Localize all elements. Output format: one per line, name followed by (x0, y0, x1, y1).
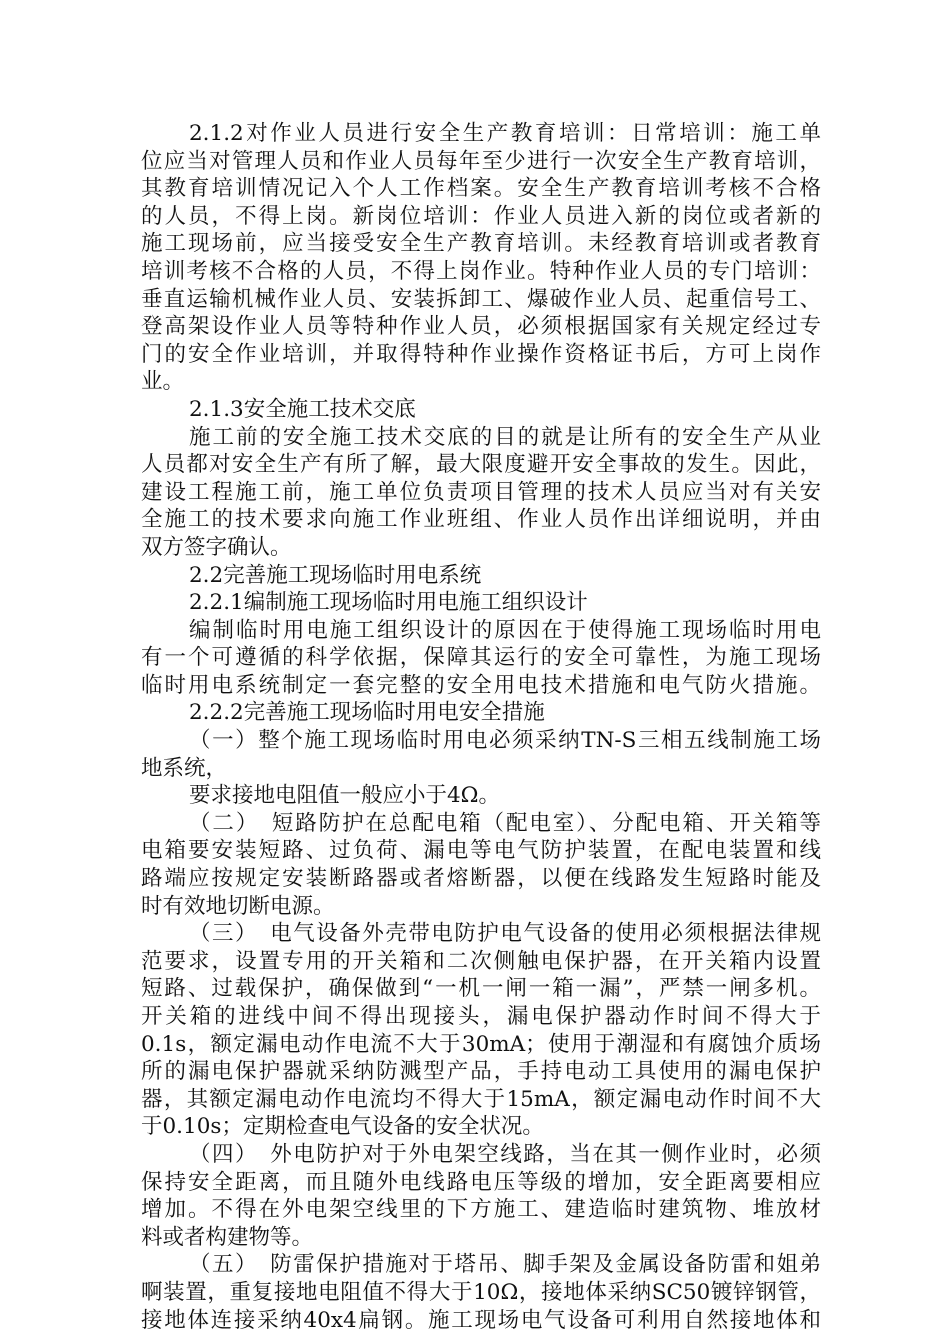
text-line: 垂直运输机械作业人员、安装拆卸工、爆破作业人员、起重信号工、 (141, 286, 821, 312)
text-line: 时有效地切断电源。 (141, 893, 335, 919)
text-line: 地系统， (141, 755, 228, 781)
document-body (141, 120, 821, 1334)
text-line: 临时用电系统制定一套完整的安全用电技术措施和电气防火措施。 (141, 672, 821, 698)
text-line: 业。 (141, 369, 185, 395)
text-line: 于0.10s；定期检查电气设备的安全状况。 (141, 1114, 544, 1140)
text-line: 要求接地电阻值一般应小于4Ω。 (189, 783, 501, 809)
text-line: 位应当对管理人员和作业人员每年至少进行一次安全生产教育培训， (141, 148, 821, 174)
text-line: 施工前的安全施工技术交底的目的就是让所有的安全生产从业 (189, 424, 821, 450)
text-line: 器，其额定漏电动作电流均不得大于15mA，额定漏电动作时间不大 (141, 1086, 821, 1112)
text-line: （二） 短路防护在总配电箱（配电室）、分配电箱、开关箱等 (189, 810, 821, 836)
text-line: 电箱要安装短路、过负荷、漏电等电气防护装置，在配电装置和线 (141, 838, 821, 864)
text-line: 路端应按规定安装断路器或者熔断器，以便在线路发生短路时能及 (141, 866, 821, 892)
text-line: 范要求，设置专用的开关箱和二次侧触电保护器，在开关箱内设置 (141, 948, 821, 974)
text-line: 2.2完善施工现场临时用电系统 (189, 562, 482, 588)
text-line: 增加。不得在外电架空线里的下方施工、建造临时建筑物、堆放材 (141, 1197, 821, 1223)
text-line: 接地体连接采纳40x4扁钢。施工现场电气设备可利用自然接地体和 (141, 1307, 821, 1333)
text-line: 有一个可遵循的科学依据，保障其运行的安全可靠性，为施工现场 (141, 645, 821, 671)
text-line: 建设工程施工前，施工单位负责项目管理的技术人员应当对有关安 (141, 479, 821, 505)
text-line: （五） 防雷保护措施对于塔吊、脚手架及金属设备防雷和姐弟 (189, 1252, 821, 1278)
text-line: 0.1s，额定漏电动作电流不大于30mA；使用于潮湿和有腐蚀介质场 (141, 1031, 821, 1057)
text-line: 全施工的技术要求向施工作业班组、作业人员作出详细说明，并由 (141, 507, 821, 533)
text-line: 培训考核不合格的人员，不得上岗作业。特种作业人员的专门培训： (141, 258, 821, 284)
text-line: 短路、过载保护，确保做到“一机一闸一箱一漏”，严禁一闸多机。 (141, 976, 821, 1002)
text-line: 2.1.3安全施工技术交底 (189, 396, 416, 422)
text-line: 2.2.2完善施工现场临时用电安全措施 (189, 700, 545, 726)
text-line: 料或者构建物等。 (141, 1224, 314, 1250)
text-line: 开关箱的进线中间不得出现接头，漏电保护器动作时间不得大于 (141, 1004, 821, 1029)
text-line: 编制临时用电施工组织设计的原因在于使得施工现场临时用电 (189, 617, 821, 643)
text-line: 的人员，不得上岗。新岗位培训：作业人员进入新的岗位或者新的 (141, 203, 821, 229)
text-line: 双方签字确认。 (141, 534, 292, 560)
text-line: 其教育培训情况记入个人工作档案。安全生产教育培训考核不合格 (141, 176, 821, 202)
text-line: 保持安全距离，而且随外电线路电压等级的增加，安全距离要相应 (141, 1169, 821, 1195)
text-line: （四） 外电防护对于外电架空线路，当在其一侧作业时，必须 (189, 1141, 821, 1167)
text-line: （三） 电气设备外壳带电防护电气设备的使用必须根据法律规 (189, 921, 821, 947)
text-line: 啊装置，重复接地电阻值不得大于10Ω，接地体采纳SC50镀锌钢管， (141, 1279, 821, 1305)
text-line: （一）整个施工现场临时用电必须采纳TN-S三相五线制施工场 (189, 728, 821, 754)
text-line: 2.1.2对作业人员进行安全生产教育培训：日常培训：施工单 (189, 121, 821, 146)
text-line: 所的漏电保护器就采纳防溅型产品，手持电动工具使用的漏电保护 (141, 1059, 821, 1085)
text-line: 门的安全作业培训，并取得特种作业操作资格证书后，方可上岗作 (141, 341, 821, 367)
text-line: 2.2.1编制施工现场临时用电施工组织设计 (189, 590, 588, 616)
text-line: 登高架设作业人员等特种作业人员，必须根据国家有关规定经过专 (141, 314, 821, 340)
text-line: 人员都对安全生产有所了解，最大限度避开安全事故的发生。因此， (141, 452, 821, 478)
text-line: 施工现场前，应当接受安全生产教育培训。未经教育培训或者教育 (141, 231, 821, 257)
